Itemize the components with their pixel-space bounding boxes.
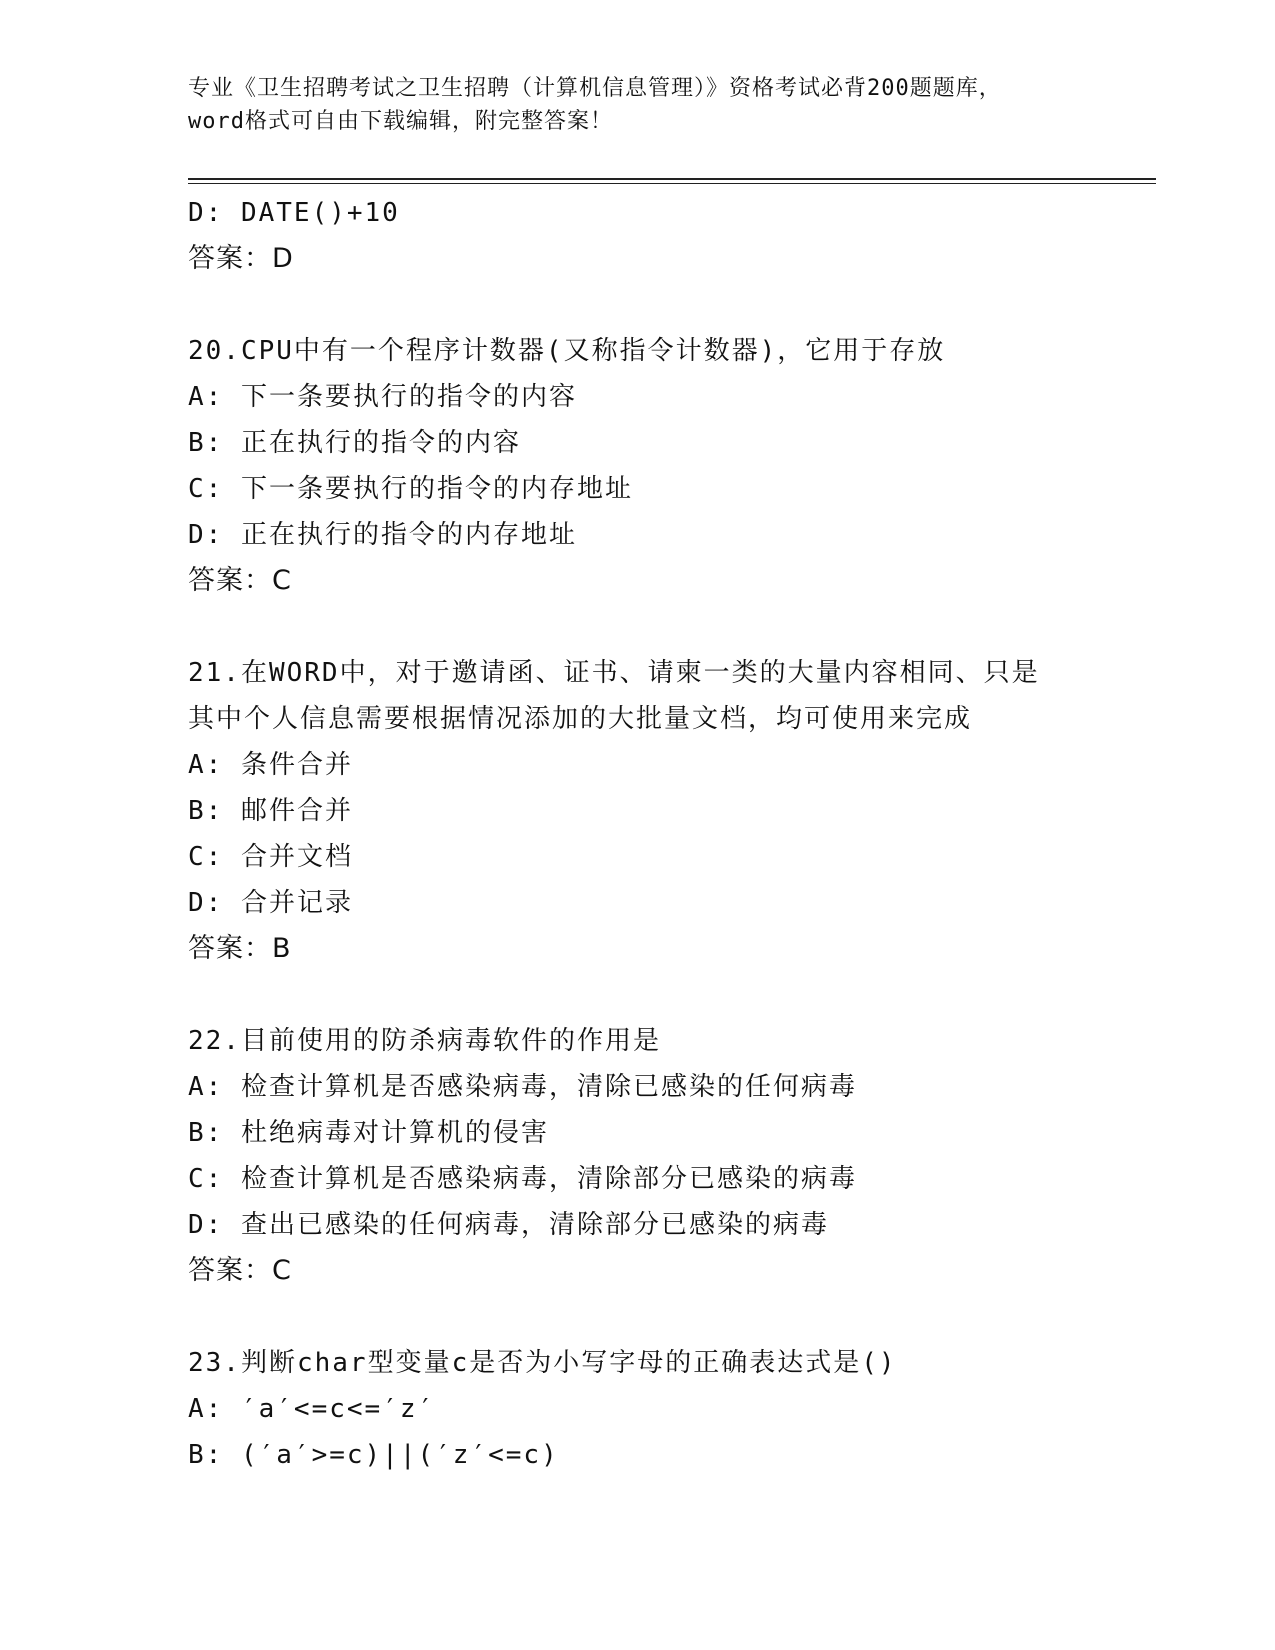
option-c: C: 检查计算机是否感染病毒，清除部分已感染的病毒 (188, 1164, 857, 1194)
option-a: A: ′a′<=c<=′z′ (188, 1394, 436, 1424)
option-d: D: 正在执行的指令的内存地址 (188, 520, 577, 550)
header-line-2: word格式可自由下载编辑，附完整答案！ (188, 109, 613, 134)
question-stem: 20.CPU中有一个程序计数器(又称指令计数器)，它用于存放 (188, 336, 946, 366)
option-d: D: DATE()+10 (188, 198, 400, 228)
spacer (188, 282, 1148, 328)
question-block (188, 1018, 1148, 1294)
option-d: D: 查出已感染的任何病毒，清除部分已感染的病毒 (188, 1210, 829, 1240)
spacer (188, 1294, 1148, 1340)
answer: 答案：B (188, 933, 292, 964)
option-c: C: 合并文档 (188, 842, 353, 872)
question-stem: 21.在WORD中，对于邀请函、证书、请柬一类的大量内容相同、只是 (188, 658, 1040, 688)
question-block (188, 328, 1148, 604)
option-b: B: 正在执行的指令的内容 (188, 428, 521, 458)
question-stem-continued: 其中个人信息需要根据情况添加的大批量文档，均可使用来完成 (188, 704, 973, 734)
answer: 答案：C (188, 1255, 292, 1286)
question-block (188, 1340, 1148, 1478)
option-a: A: 下一条要执行的指令的内容 (188, 382, 577, 412)
question-block (188, 650, 1148, 972)
document-header (188, 72, 1088, 138)
answer: 答案：C (188, 565, 292, 596)
header-divider-thin (188, 183, 1156, 184)
header-divider (188, 178, 1156, 180)
option-d: D: 合并记录 (188, 888, 353, 918)
option-c: C: 下一条要执行的指令的内存地址 (188, 474, 633, 504)
option-b: B: 杜绝病毒对计算机的侵害 (188, 1118, 549, 1148)
answer: 答案：D (188, 243, 294, 274)
option-a: A: 条件合并 (188, 750, 353, 780)
header-line-1: 专业《卫生招聘考试之卫生招聘（计算机信息管理）》资格考试必背200题题库， (188, 76, 1002, 101)
option-b: B: 邮件合并 (188, 796, 353, 826)
question-stem: 23.判断char型变量c是否为小写字母的正确表达式是() (188, 1348, 897, 1378)
spacer (188, 604, 1148, 650)
question-stem: 22.目前使用的防杀病毒软件的作用是 (188, 1026, 661, 1056)
spacer (188, 972, 1148, 1018)
option-a: A: 检查计算机是否感染病毒，清除已感染的任何病毒 (188, 1072, 857, 1102)
option-b: B: (′a′>=c)||(′z′<=c) (188, 1440, 559, 1470)
question-list (188, 190, 1148, 1478)
